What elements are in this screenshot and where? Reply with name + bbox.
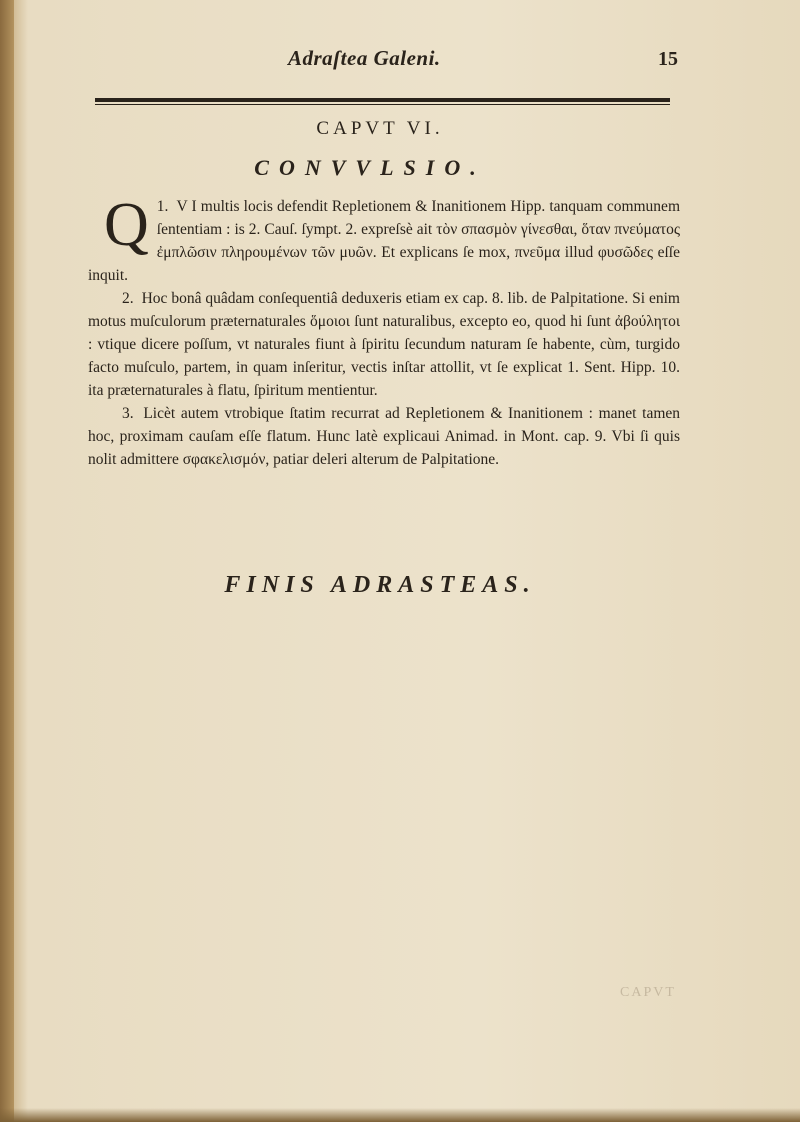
paragraph-number: 1. <box>156 198 169 215</box>
paragraph-text: Licèt autem vtrobique ſtatim recurrat ad Repletionem & Inanitionem : manet tamen hoc, proximam cauſam eſſe flatum. Hunc latè explicaui Animad. in Mont. cap. 9. Vbi ſi quis nolit admittere σφακελισμόν, patiar deleri alterum de Palpitatione. <box>88 405 681 468</box>
paragraph-text: Hoc bonâ quâdam conſequentiâ deduxeris etiam ex cap. 8. lib. de Palpitatione. Si enim motus muſculorum præternaturales ὅμοιοι ſunt naturalibus, excepto eo, quod hi ſunt ἀβούλητοι : vtique dicere poſſum, vt naturales fiunt à ſpiritu ſecundum naturam ſe habente, cùm, turgido facto muſculo, partem, in quam inſeritur, vectis inſtar attollit, vt ſe explicat 1. Sent. Hipp. 10. ita præternaturales à flatu, ſpiritum mentientur. <box>88 290 680 399</box>
header-rule-thin <box>95 104 670 105</box>
running-head <box>88 46 678 74</box>
paragraph-number: 2. <box>122 290 134 307</box>
page-number: 15 <box>658 48 678 70</box>
chapter-title: CAPVT VI. <box>316 118 444 139</box>
paragraph-text: V I multis locis defendit Repletionem & Inanitionem Hipp. tanquam communem ſententiam : is 2. Cauſ. ſympt. 2. expreſsè ait τὸν σπασμὸν γίνεσθαι, ὅταν πνεύματος ἐμπλῶσιν πληρουμένων τῶν μυῶν. Et explicans ſe mox, πνεῦμα illud φυσῶδες eſſe inquit. <box>88 198 680 284</box>
finis-colophon: FINIS ADRASTEAS. <box>224 572 536 598</box>
chapter-subject: CONVVLSIO. <box>254 155 486 180</box>
drop-cap: Q <box>104 191 149 259</box>
running-title: Adraſtea Galeni. <box>288 46 441 70</box>
show-through-catchword: CAPVT <box>620 985 676 1000</box>
header-rule <box>95 98 670 102</box>
paragraph-2 <box>88 287 680 402</box>
paragraph-3 <box>88 402 680 471</box>
body-text <box>88 191 681 471</box>
paragraph-number: 3. <box>122 405 134 422</box>
page-edge-shadow <box>0 1108 800 1122</box>
paragraph-1 <box>88 191 680 287</box>
